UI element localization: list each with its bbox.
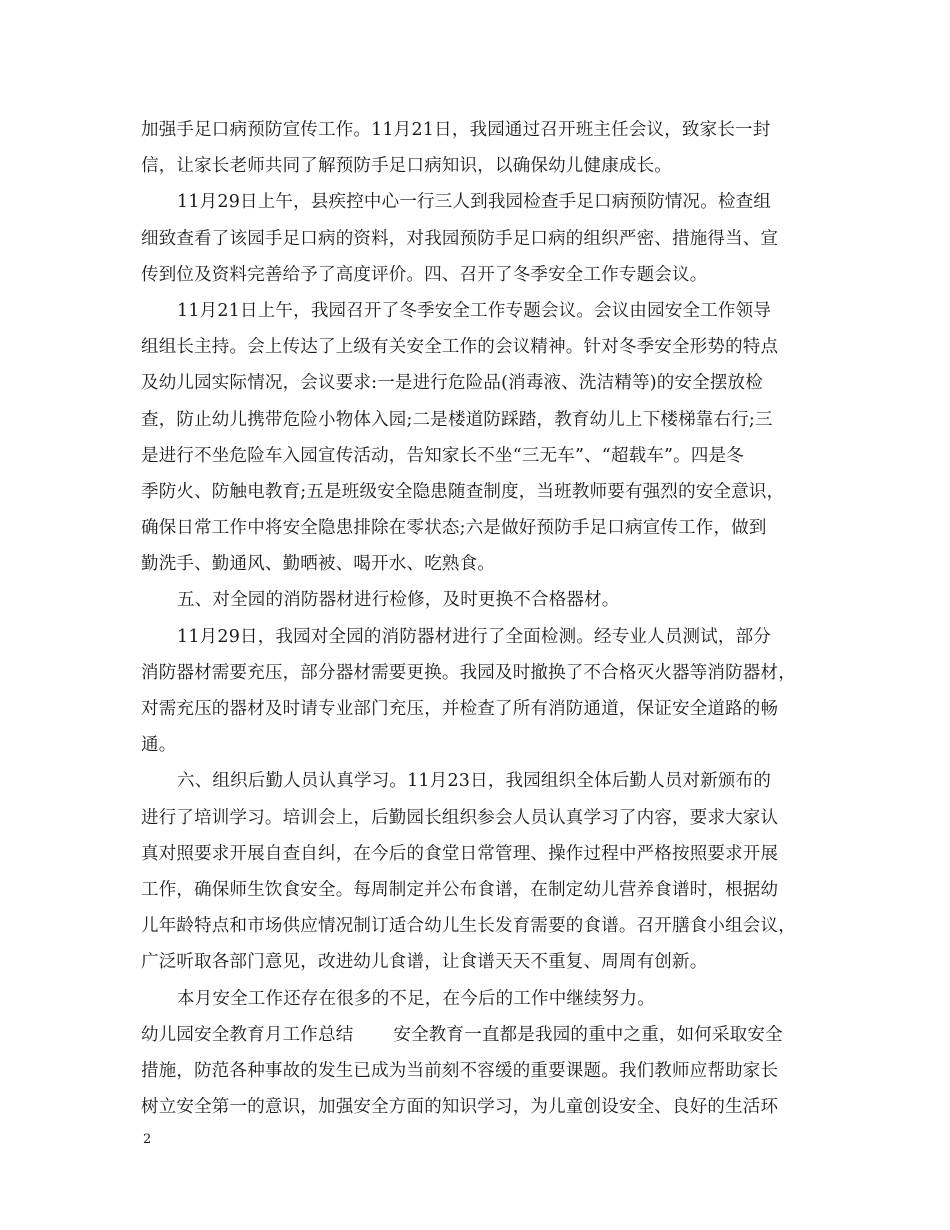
text-line: 及幼儿园实际情况，会议要求:一是进行危险品(消毒液、洗洁精等)的安全摆放检	[141, 373, 763, 394]
text-line: 本月安全工作还存在很多的不足，在今后的工作中继续努力。	[177, 988, 655, 1009]
text-line: 真对照要求开展自查自纠，在今后的食堂日常管理、操作过程中严格按照要求开展	[141, 843, 779, 864]
text-line: 通。	[141, 735, 177, 756]
text-line: 勤洗手、勤通风、勤晒被、喝开水、吃熟食。	[141, 554, 495, 575]
text-line: 是进行不坐危险车入园宣传活动，告知家长不坐“三无车”、“超载车”。四是冬	[141, 445, 744, 466]
text-line: 11月29日上午，县疾控中心一行三人到我园检查手足口病预防情况。检查组	[177, 192, 772, 213]
text-line: 六、组织后勤人员认真学习。11月23日，我园组织全体后勤人员对新颁布的	[177, 771, 772, 792]
text-line: 对需充压的器材及时请专业部门充压，并检查了所有消防通道，保证安全道路的畅	[141, 699, 779, 719]
text-line: 儿年龄特点和市场供应情况制订适合幼儿生长发育需要的食谱。召开膳食小组会议，	[141, 916, 796, 937]
section-heading-line: 五、对全园的消防器材进行检修，及时更换不合格器材。	[177, 590, 620, 611]
text-line: 工作，确保师生饮食安全。每周制定并公布食谱，在制定幼儿营养食谱时，根据幼	[141, 879, 779, 900]
body-text	[141, 112, 825, 1125]
page-number: 2	[143, 1132, 152, 1147]
text-line: 树立安全第一的意识，加强安全方面的知识学习，为儿童创设安全、良好的生活环	[141, 1097, 779, 1118]
text-line: 措施，防范各种事故的发生已成为当前刻不容缓的重要课题。我们教师应帮助家长	[141, 1060, 779, 1081]
text-line: 传到位及资料完善给予了高度评价。四、召开了冬季安全工作专题会议。	[141, 264, 708, 285]
text-line: 11月29日，我园对全园的消防器材进行了全面检测。经专业人员测试，部分	[177, 626, 772, 647]
text-line: 广泛听取各部门意见，改进幼儿食谱，让食谱天天不重复、周周有创新。	[141, 952, 708, 973]
text-line: 季防火、防触电教育;五是班级安全隐患随查制度，当班教师要有强烈的安全意识，	[141, 481, 785, 502]
text-line: 进行了培训学习。培训会上，后勤园长组织参会人员认真学习了内容，要求大家认	[141, 807, 779, 828]
text-line: 加强手足口病预防宣传工作。11月21日，我园通过召开班主任会议，致家长一封	[141, 120, 771, 140]
text-line: 确保日常工作中将安全隐患排除在零状态;六是做好预防手足口病宣传工作，做到	[141, 518, 767, 539]
text-line: 消防器材需要充压，部分器材需要更换。我园及时撤换了不合格灭火器等消防器材，	[141, 662, 796, 683]
text-line: 11月21日上午，我园召开了冬季安全工作专题会议。会议由园安全工作领导	[177, 300, 772, 321]
text-line: 查，防止幼儿携带危险小物体入园;二是楼道防踩踏，教育幼儿上下楼梯靠右行;三	[141, 409, 773, 430]
title-line-text: 安全教育一直都是我园的重中之重，如何采取安全	[393, 1024, 783, 1045]
section-title: 幼儿园安全教育月工作总结	[141, 1024, 354, 1045]
text-line: 信，让家长老师共同了解预防手足口病知识，以确保幼儿健康成长。	[141, 156, 672, 177]
title-text-line	[141, 1017, 825, 1053]
text-line: 组组长主持。会上传达了上级有关安全工作的会议精神。针对冬季安全形势的特点	[141, 337, 779, 358]
text-line: 细致查看了该园手足口病的资料，对我园预防手足口病的组织严密、措施得当、宣	[141, 228, 779, 249]
